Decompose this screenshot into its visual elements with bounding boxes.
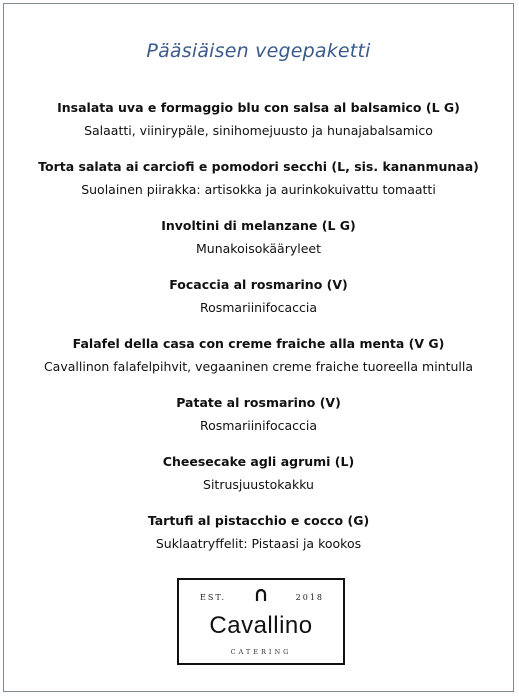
dish-list (4, 100, 513, 572)
logo-year: 2018 (295, 593, 324, 602)
dish-description: Sitrusjuustokakku (203, 477, 314, 492)
horseshoe-icon (254, 588, 268, 602)
logo-est: EST. (200, 593, 227, 602)
dish-item (4, 159, 513, 218)
dish-item (4, 513, 513, 572)
dish-name: Focaccia al rosmarino (V) (169, 277, 348, 292)
dish-description: Munakoisokääryleet (196, 241, 321, 256)
dish-name: Insalata uva e formaggio blu con salsa al balsamico (L G) (57, 100, 460, 115)
dish-item (4, 218, 513, 277)
dish-item (4, 277, 513, 336)
dish-item (4, 100, 513, 159)
dish-description: Cavallinon falafelpihvit, vegaaninen creme fraiche tuoreella mintulla (43, 359, 474, 374)
dish-description: Suklaatryffelit: Pistaasi ja kookos (155, 536, 362, 551)
dish-item (4, 395, 513, 454)
logo-subtitle: CATERING (230, 648, 292, 656)
dish-name: Involtini di melanzane (L G) (161, 218, 356, 233)
cavallino-logo (177, 578, 345, 665)
dish-description: Suolainen piirakka: artisokka ja aurinkokuivattu tomaatti (81, 182, 436, 197)
dish-name: Patate al rosmarino (V) (176, 395, 341, 410)
menu-page (3, 3, 514, 692)
dish-description: Rosmariinifocaccia (199, 300, 318, 315)
dish-description: Rosmariinifocaccia (199, 418, 318, 433)
logo-name: Cavallino (209, 612, 313, 639)
dish-name: Falafel della casa con creme fraiche alla menta (V G) (72, 336, 445, 351)
dish-name: Torta salata ai carciofi e pomodori secchi (L, sis. kananmunaa) (38, 159, 479, 174)
dish-description: Salaatti, viinirypäle, sinihomejuusto ja hunajabalsamico (84, 123, 433, 138)
dish-item (4, 454, 513, 513)
menu-title: Pääsiäisen vegepaketti (146, 40, 371, 62)
dish-name: Tartufi al pistacchio e cocco (G) (147, 513, 370, 528)
dish-item (4, 336, 513, 395)
dish-name: Cheesecake agli agrumi (L) (162, 454, 355, 469)
